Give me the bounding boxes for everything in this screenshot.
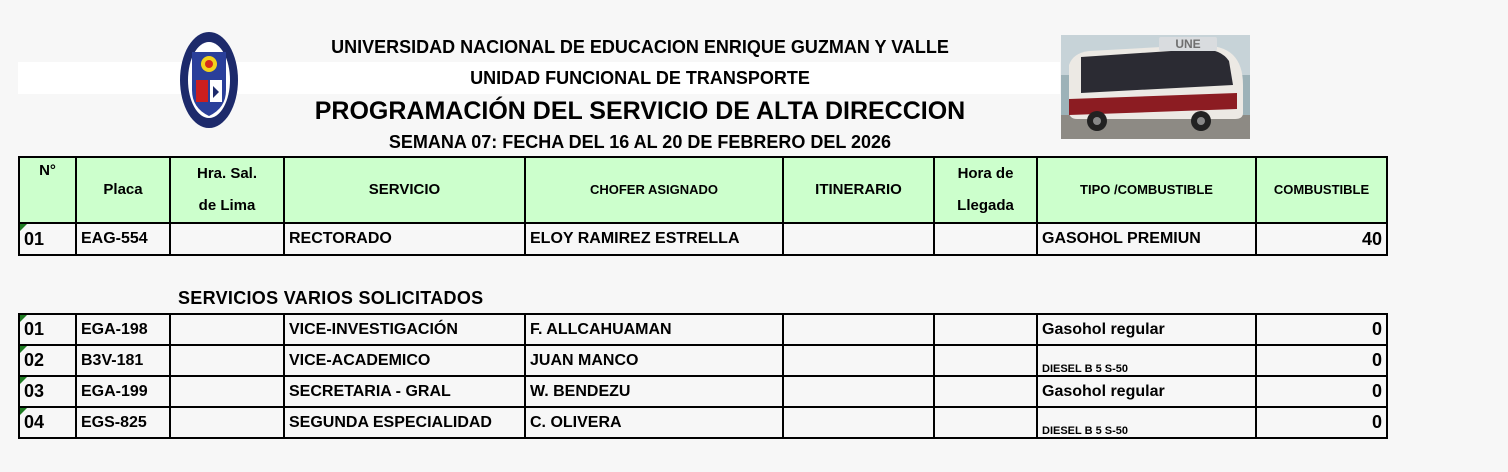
row-itinerario [783, 314, 934, 345]
varios-table [18, 313, 1388, 439]
university-seal-logo [178, 30, 240, 130]
col-chofer: CHOFER ASIGNADO [525, 157, 783, 223]
row-placa: EAG-554 [76, 223, 170, 255]
row-llegada [934, 223, 1037, 255]
row-num: 03 [19, 376, 76, 407]
row-num: 01 [19, 314, 76, 345]
row-combustible: 0 [1256, 376, 1387, 407]
row-salida [170, 376, 284, 407]
row-combustible: 40 [1256, 223, 1387, 255]
row-tipo: DIESEL B 5 S-50 [1037, 345, 1256, 376]
table-row [19, 223, 1387, 255]
table-row [19, 314, 1387, 345]
unit-title: UNIDAD FUNCIONAL DE TRANSPORTE [470, 68, 810, 88]
row-itinerario [783, 407, 934, 438]
row-num: 04 [19, 407, 76, 438]
bus-photo [1061, 35, 1250, 139]
row-servicio: RECTORADO [284, 223, 525, 255]
header-row [19, 157, 1387, 223]
row-placa: B3V-181 [76, 345, 170, 376]
row-salida [170, 314, 284, 345]
col-placa: Placa [76, 157, 170, 223]
row-salida [170, 407, 284, 438]
row-llegada [934, 314, 1037, 345]
row-itinerario [783, 345, 934, 376]
row-chofer: JUAN MANCO [525, 345, 783, 376]
main-schedule-table [18, 156, 1388, 256]
table-row [19, 345, 1387, 376]
row-servicio: VICE-INVESTIGACIÓN [284, 314, 525, 345]
row-servicio: SECRETARIA - GRAL [284, 376, 525, 407]
row-num: 02 [19, 345, 76, 376]
row-tipo: Gasohol regular [1037, 376, 1256, 407]
row-salida [170, 223, 284, 255]
table-row [19, 407, 1387, 438]
col-hora-salida-line2: de Lima [198, 197, 256, 214]
col-hora-llegada-line2: Llegada [957, 197, 1014, 214]
section-title-varios: SERVICIOS VARIOS SOLICITADOS [178, 288, 484, 308]
row-llegada [934, 376, 1037, 407]
row-chofer: W. BENDEZU [525, 376, 783, 407]
col-servicio: SERVICIO [284, 157, 525, 223]
row-chofer: C. OLIVERA [525, 407, 783, 438]
col-hora-llegada [934, 157, 1037, 223]
row-placa: EGA-199 [76, 376, 170, 407]
row-placa: EGA-198 [76, 314, 170, 345]
row-placa: EGS-825 [76, 407, 170, 438]
row-llegada [934, 345, 1037, 376]
row-tipo: DIESEL B 5 S-50 [1037, 407, 1256, 438]
row-chofer: F. ALLCAHUAMAN [525, 314, 783, 345]
program-title: PROGRAMACIÓN DEL SERVICIO DE ALTA DIRECCION [314, 97, 966, 125]
row-chofer: ELOY RAMIREZ ESTRELLA [525, 223, 783, 255]
bus-sign-text: UNE [1175, 37, 1201, 51]
row-combustible: 0 [1256, 314, 1387, 345]
col-tipo: TIPO /COMBUSTIBLE [1037, 157, 1256, 223]
col-hora-llegada-line1: Hora de [957, 165, 1014, 182]
week-line: SEMANA 07: FECHA DEL 16 AL 20 DE FEBRERO DEL 2026 [388, 132, 892, 152]
row-llegada [934, 407, 1037, 438]
row-itinerario [783, 223, 934, 255]
col-itinerario: ITINERARIO [783, 157, 934, 223]
col-combustible: COMBUSTIBLE [1256, 157, 1387, 223]
row-combustible: 0 [1256, 407, 1387, 438]
row-servicio: SEGUNDA ESPECIALIDAD [284, 407, 525, 438]
row-servicio: VICE-ACADEMICO [284, 345, 525, 376]
row-itinerario [783, 376, 934, 407]
row-tipo: Gasohol regular [1037, 314, 1256, 345]
col-hora-salida [170, 157, 284, 223]
row-num: 01 [19, 223, 76, 255]
row-tipo: GASOHOL PREMIUN [1037, 223, 1256, 255]
col-hora-salida-line1: Hra. Sal. [196, 165, 258, 182]
table-row [19, 376, 1387, 407]
university-title: UNIVERSIDAD NACIONAL DE EDUCACION ENRIQUE GUZMAN Y VALLE [331, 37, 949, 57]
row-combustible: 0 [1256, 345, 1387, 376]
row-salida [170, 345, 284, 376]
col-num: N° [19, 157, 76, 223]
